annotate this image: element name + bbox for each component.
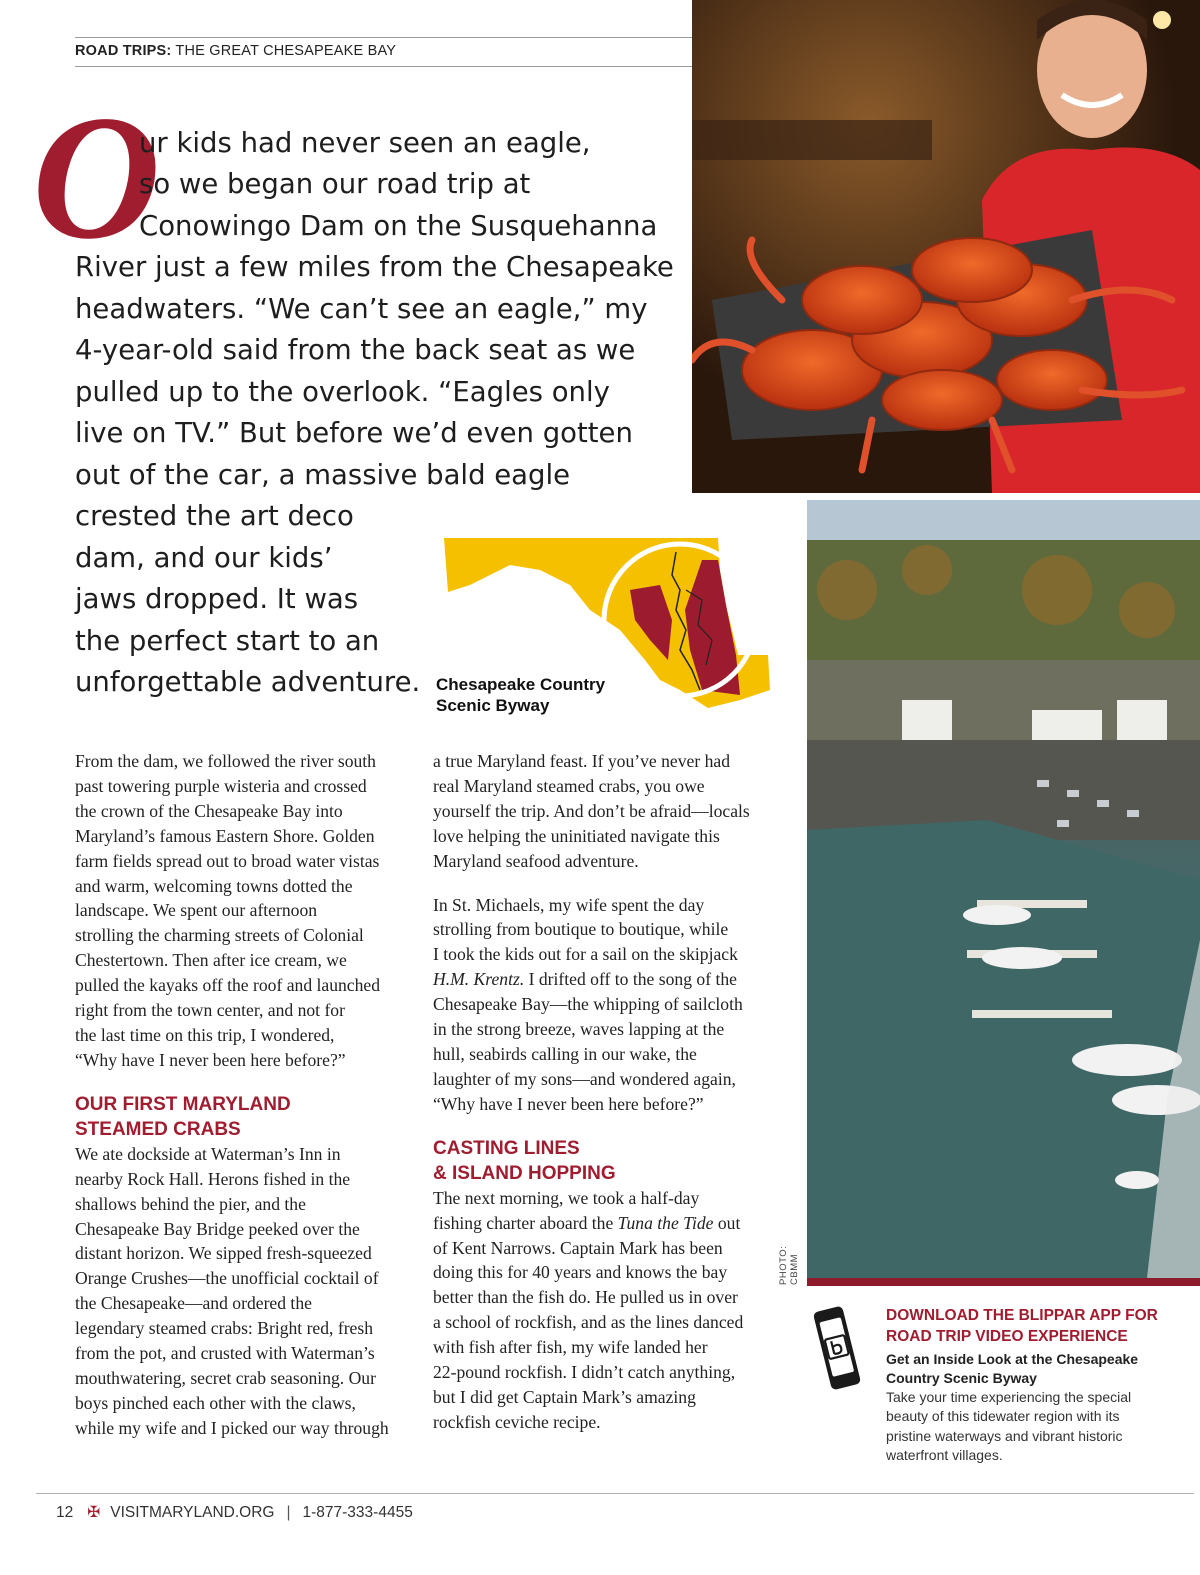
crab-photo-illustration xyxy=(692,0,1200,493)
text-span: I drifted off to the song of the xyxy=(524,969,737,990)
text-span: out xyxy=(713,1212,741,1233)
text-line xyxy=(433,967,778,992)
text-line: better than the fish do. He pulled us in over xyxy=(433,1287,738,1308)
intro-line: jaws dropped. It was xyxy=(75,583,359,615)
map-label-line: Chesapeake Country xyxy=(436,675,606,694)
text-line: hull, seabirds calling in our wake, the xyxy=(433,1043,697,1064)
app-promo-title xyxy=(886,1306,1158,1347)
map-label-line: Scenic Byway xyxy=(436,696,550,715)
column1-paragraph2 xyxy=(75,1142,415,1441)
app-title-line: ROAD TRIP VIDEO EXPERIENCE xyxy=(886,1327,1128,1345)
text-line: strolling from boutique to boutique, while xyxy=(433,919,729,940)
heading-line: STEAMED CRABS xyxy=(75,1118,241,1140)
text-line: with fish after fish, my wife landed her xyxy=(433,1337,708,1358)
text-line: strolling the charming streets of Colonial xyxy=(75,925,364,946)
heading-line: CASTING LINES xyxy=(433,1137,580,1159)
intro-line: Conowingo Dam on the Susquehanna xyxy=(139,210,658,242)
text-line: 22-pound rockfish. I didn’t catch anything, xyxy=(433,1362,736,1383)
page-number: 12 xyxy=(56,1504,74,1521)
text-line: the last time on this trip, I wondered, xyxy=(75,1024,335,1045)
text-line: pulled the kayaks off the roof and launched xyxy=(75,975,381,996)
text-line: Chesapeake Bay—the whipping of sailcloth xyxy=(433,994,743,1015)
text-line: and warm, welcoming towns dotted the xyxy=(75,875,353,896)
intro-line: live on TV.” But before we’d even gotten xyxy=(75,417,633,449)
text-line: a school of rockfish, and as the lines danced xyxy=(433,1312,744,1333)
app-desc-line: pristine waterways and vibrant historic xyxy=(886,1427,1123,1444)
text-line: the Chesapeake—and ordered the xyxy=(75,1293,312,1314)
crab-tray-photo xyxy=(692,0,1200,493)
text-line: the crown of the Chesapeake Bay into xyxy=(75,800,343,821)
text-line: mouthwatering, secret crab seasoning. Our xyxy=(75,1367,376,1388)
boat-name-tuna-the-tide: Tuna the Tide xyxy=(617,1212,714,1233)
text-span: fishing charter aboard the xyxy=(433,1212,618,1233)
harbor-aerial-photo xyxy=(807,500,1200,1278)
text-line: In St. Michaels, my wife spent the day xyxy=(433,894,705,915)
heading-line: & ISLAND HOPPING xyxy=(433,1162,616,1184)
app-desc-line: Take your time experiencing the special xyxy=(886,1389,1132,1405)
photo-accent-bar xyxy=(807,1278,1200,1286)
app-desc-line: waterfront villages. xyxy=(886,1446,1003,1463)
text-line: rockfish ceviche recipe. xyxy=(433,1411,601,1432)
column2-paragraph2 xyxy=(433,893,778,1117)
ornament-icon: ✠ xyxy=(87,1504,101,1521)
app-subtitle-line: Country Scenic Byway xyxy=(886,1370,1037,1386)
intro-line: crested the art deco xyxy=(75,500,354,532)
text-line: real Maryland steamed crabs, you owe xyxy=(433,775,705,796)
intro-line: headwaters. “We can’t see an eagle,” my xyxy=(75,293,648,325)
heading-line: OUR FIRST MARYLAND xyxy=(75,1093,291,1115)
header-title: THE GREAT CHESAPEAKE BAY xyxy=(175,43,397,59)
drop-cap: O xyxy=(32,78,161,276)
text-line: of Kent Narrows. Captain Mark has been xyxy=(433,1237,723,1258)
text-line: “Why have I never been here before?” xyxy=(433,1093,704,1114)
boat-name-hm-krentz: H.M. Krentz. xyxy=(433,969,525,990)
app-subtitle-line: Get an Inside Look at the Chesapeake xyxy=(886,1351,1139,1367)
intro-line: so we began our road trip at xyxy=(139,168,531,200)
intro-line: ur kids had never seen an eagle, xyxy=(139,127,591,159)
text-line: Orange Crushes—the unofficial cocktail of xyxy=(75,1268,379,1289)
text-line: shallows behind the pier, and the xyxy=(75,1193,306,1214)
text-line: doing this for 40 years and knows the bay xyxy=(433,1262,728,1283)
text-line: Chestertown. Then after ice cream, we xyxy=(75,950,347,971)
text-line: Maryland’s famous Eastern Shore. Golden xyxy=(75,825,375,846)
header-section: ROAD TRIPS: xyxy=(75,43,172,59)
text-line: but I did get Captain Mark’s amazing xyxy=(433,1386,696,1407)
text-line: We ate dockside at Waterman’s Inn in xyxy=(75,1143,341,1164)
intro-line: 4-year-old said from the back seat as we xyxy=(75,334,636,366)
running-header xyxy=(75,43,396,59)
text-line: From the dam, we followed the river south xyxy=(75,751,376,771)
text-line: distant horizon. We sipped fresh-squeezed xyxy=(75,1243,372,1264)
text-line: right from the town center, and not for xyxy=(75,1000,345,1021)
text-line: while my wife and I picked our way through xyxy=(75,1417,389,1438)
intro-line: River just a few miles from the Chesapeake xyxy=(75,251,674,283)
text-line: Maryland seafood adventure. xyxy=(433,850,639,871)
text-line: boys pinched each other with the claws, xyxy=(75,1392,356,1413)
app-promo-subtitle xyxy=(886,1350,1138,1388)
text-line: yourself the trip. And don’t be afraid—locals xyxy=(433,800,750,821)
smartphone-icon xyxy=(812,1305,862,1391)
column2-paragraph3 xyxy=(433,1186,778,1435)
text-line: legendary steamed crabs: Bright red, fresh xyxy=(75,1318,374,1339)
text-line: landscape. We spent our afternoon xyxy=(75,900,318,921)
intro-line: dam, and our kids’ xyxy=(75,542,333,574)
column2-paragraph1 xyxy=(433,749,778,874)
text-line: love helping the uninitiated navigate this xyxy=(433,825,720,846)
section-heading-crabs xyxy=(75,1092,415,1142)
photo-credit: PHOTO: CBMM xyxy=(778,1245,800,1285)
app-title-line: DOWNLOAD THE BLIPPAR APP FOR xyxy=(886,1307,1158,1324)
app-desc-line: beauty of this tidewater region with its xyxy=(886,1408,1120,1425)
text-line: past towering purple wisteria and crossed xyxy=(75,775,367,796)
text-line: from the pot, and crusted with Waterman’s xyxy=(75,1343,375,1364)
page-footer xyxy=(56,1503,413,1522)
text-line: Chesapeake Bay Bridge peeked over the xyxy=(75,1218,360,1239)
footer-rule xyxy=(36,1493,1194,1494)
text-line: a true Maryland feast. If you’ve never had xyxy=(433,751,731,771)
intro-line: out of the car, a massive bald eagle xyxy=(75,459,571,491)
text-line: laughter of my sons—and wondered again, xyxy=(433,1068,736,1089)
text-line: The next morning, we took a half-day xyxy=(433,1187,700,1208)
text-line xyxy=(433,1211,778,1236)
footer-phone-link[interactable]: 1-877-333-4455 xyxy=(302,1504,413,1521)
text-line: “Why have I never been here before?” xyxy=(75,1049,346,1070)
intro-line: unforgettable adventure. xyxy=(75,666,421,698)
map-label xyxy=(436,674,605,716)
text-line: nearby Rock Hall. Herons fished in the xyxy=(75,1168,351,1189)
footer-divider: | xyxy=(286,1504,291,1521)
footer-website-link[interactable]: VISITMARYLAND.ORG xyxy=(110,1504,275,1521)
header-top-rule xyxy=(75,37,692,38)
text-line: in the strong breeze, waves lapping at the xyxy=(433,1019,725,1040)
app-promo-description xyxy=(886,1388,1131,1465)
column1-paragraph1 xyxy=(75,749,415,1073)
section-heading-casting xyxy=(433,1136,778,1186)
text-line: farm fields spread out to broad water vistas xyxy=(75,850,380,871)
body-column-1 xyxy=(75,749,415,1441)
header-bottom-rule xyxy=(75,66,692,67)
text-line: I took the kids out for a sail on the skipjack xyxy=(433,944,738,965)
intro-line: the perfect start to an xyxy=(75,625,380,657)
intro-line: pulled up to the overlook. “Eagles only xyxy=(75,376,610,408)
harbor-photo-illustration xyxy=(807,500,1200,1278)
body-column-2 xyxy=(433,749,778,1435)
